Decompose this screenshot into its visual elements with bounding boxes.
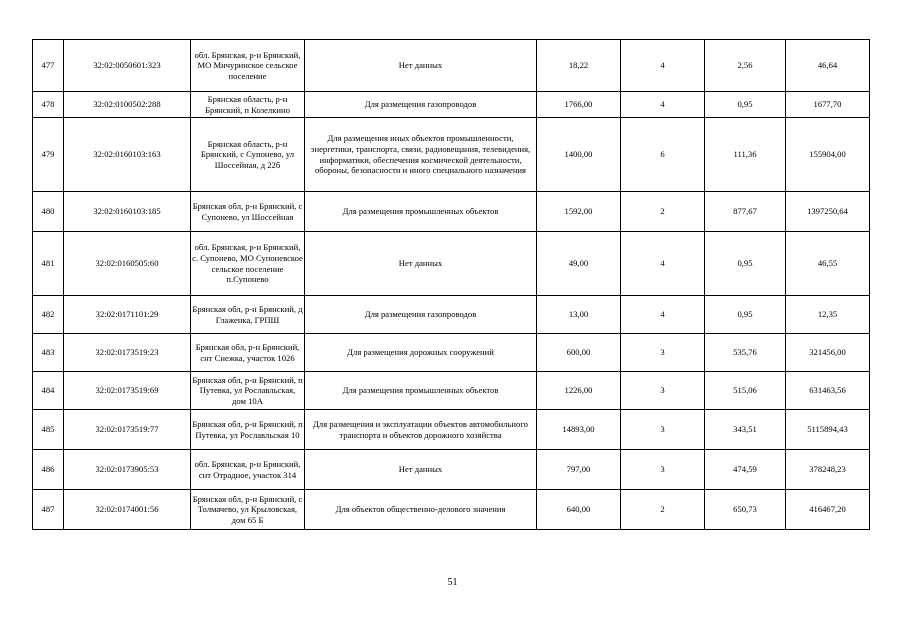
cadastral-value: 378248,23	[786, 450, 870, 490]
row-number: 480	[33, 192, 64, 232]
area: 18,22	[537, 40, 621, 92]
land-use: Для размещения и эксплуатации объектов автомобильного транспорта и объектов дорожного хозяйства	[305, 410, 537, 450]
cadastral-value: 416467,20	[786, 490, 870, 530]
land-use: Для объектов общественно-делового значения	[305, 490, 537, 530]
cadastral-number: 32:02:0160505:60	[64, 232, 191, 296]
group: 4	[621, 296, 705, 334]
specific-value: 0,95	[705, 92, 786, 118]
specific-value: 2,56	[705, 40, 786, 92]
table-row	[33, 450, 870, 490]
address: Брянская область, р-н Брянский, п Козелкино	[191, 92, 305, 118]
group: 4	[621, 232, 705, 296]
cadastral-number: 32:02:0173519:69	[64, 372, 191, 410]
specific-value: 650,73	[705, 490, 786, 530]
cadastral-number: 32:02:0173519:23	[64, 334, 191, 372]
table-row	[33, 372, 870, 410]
specific-value: 877,67	[705, 192, 786, 232]
land-use: Нет данных	[305, 450, 537, 490]
page-number: 51	[447, 577, 458, 588]
land-use: Для размещения газопроводов	[305, 92, 537, 118]
address: Брянская обл, р-н Брянский, п Путевка, ул Рославльская 10	[191, 410, 305, 450]
row-number: 485	[33, 410, 64, 450]
area: 640,00	[537, 490, 621, 530]
specific-value: 474,59	[705, 450, 786, 490]
cadastral-value: 5115894,43	[786, 410, 870, 450]
land-use: Для размещения дорожных сооружений	[305, 334, 537, 372]
cadastral-number: 32:02:0171101:29	[64, 296, 191, 334]
row-number: 482	[33, 296, 64, 334]
group: 4	[621, 92, 705, 118]
table-row	[33, 232, 870, 296]
row-number: 481	[33, 232, 64, 296]
specific-value: 0,95	[705, 296, 786, 334]
address: обл. Брянская, р-н Брянский, с. Супонево, МО Супоневское сельское поселение п.Супонево	[191, 232, 305, 296]
group: 2	[621, 490, 705, 530]
area: 1592,00	[537, 192, 621, 232]
cadastral-number: 32:02:0160103:163	[64, 118, 191, 192]
table-row	[33, 40, 870, 92]
land-use: Нет данных	[305, 232, 537, 296]
cadastral-number: 32:02:0160103:185	[64, 192, 191, 232]
cadastral-number: 32:02:0173905:53	[64, 450, 191, 490]
specific-value: 515,06	[705, 372, 786, 410]
cadastral-value: 46,55	[786, 232, 870, 296]
row-number: 487	[33, 490, 64, 530]
group: 6	[621, 118, 705, 192]
address: Брянская обл, р-н Брянский, д Глаженка, ГРПШ	[191, 296, 305, 334]
table-row	[33, 334, 870, 372]
area: 49,00	[537, 232, 621, 296]
row-number: 484	[33, 372, 64, 410]
table-row	[33, 92, 870, 118]
cadastral-table	[32, 39, 870, 530]
address: Брянская обл, р-н Брянский, с Толмачево, ул Крыловская, дом 65 Б	[191, 490, 305, 530]
group: 3	[621, 450, 705, 490]
address: обл. Брянская, р-н Брянский, снт Отрадное, участок 314	[191, 450, 305, 490]
cadastral-value: 155904,00	[786, 118, 870, 192]
specific-value: 535,76	[705, 334, 786, 372]
area: 13,00	[537, 296, 621, 334]
area: 1766,00	[537, 92, 621, 118]
cadastral-number: 32:02:0050601:323	[64, 40, 191, 92]
table-row	[33, 490, 870, 530]
land-use: Для размещения иных объектов промышленности, энергетики, транспорта, связи, радиовещания, телевидения, информатики, обеспечения космической деятельности, обороны, безопасности и иного специального назначения	[305, 118, 537, 192]
address: Брянская область, р-н Брянский, с Супонево, ул Шоссейная, д 22б	[191, 118, 305, 192]
table-row	[33, 296, 870, 334]
row-number: 486	[33, 450, 64, 490]
address: Брянская обл, р-н Брянский, снт Снежка, участок 1026	[191, 334, 305, 372]
table-row	[33, 192, 870, 232]
area: 797,00	[537, 450, 621, 490]
row-number: 479	[33, 118, 64, 192]
table-row	[33, 410, 870, 450]
area: 1226,00	[537, 372, 621, 410]
land-use: Для размещения промышленных объектов	[305, 192, 537, 232]
row-number: 483	[33, 334, 64, 372]
cadastral-number: 32:02:0100502:288	[64, 92, 191, 118]
cadastral-value: 321456,00	[786, 334, 870, 372]
specific-value: 111,36	[705, 118, 786, 192]
cadastral-value: 1397250,64	[786, 192, 870, 232]
land-use: Нет данных	[305, 40, 537, 92]
cadastral-number: 32:02:0174001:56	[64, 490, 191, 530]
cadastral-number: 32:02:0173519:77	[64, 410, 191, 450]
group: 2	[621, 192, 705, 232]
land-use: Для размещения промышленных объектов	[305, 372, 537, 410]
cadastral-value: 631463,56	[786, 372, 870, 410]
address: обл. Брянская, р-н Брянский, МО Мичуринское сельское поселение	[191, 40, 305, 92]
cadastral-value: 12,35	[786, 296, 870, 334]
group: 4	[621, 40, 705, 92]
area: 1400,00	[537, 118, 621, 192]
row-number: 478	[33, 92, 64, 118]
group: 3	[621, 410, 705, 450]
cadastral-value: 46,64	[786, 40, 870, 92]
row-number: 477	[33, 40, 64, 92]
group: 3	[621, 334, 705, 372]
address: Брянская обл, р-н Брянский, п Путевка, ул Рославльская, дом 10А	[191, 372, 305, 410]
specific-value: 343,51	[705, 410, 786, 450]
cadastral-value: 1677,70	[786, 92, 870, 118]
address: Брянская обл, р-н Брянский, с Супонево, ул Шоссейная	[191, 192, 305, 232]
area: 600,00	[537, 334, 621, 372]
specific-value: 0,95	[705, 232, 786, 296]
area: 14893,00	[537, 410, 621, 450]
table-row	[33, 118, 870, 192]
land-use: Для размещения газопроводов	[305, 296, 537, 334]
group: 3	[621, 372, 705, 410]
